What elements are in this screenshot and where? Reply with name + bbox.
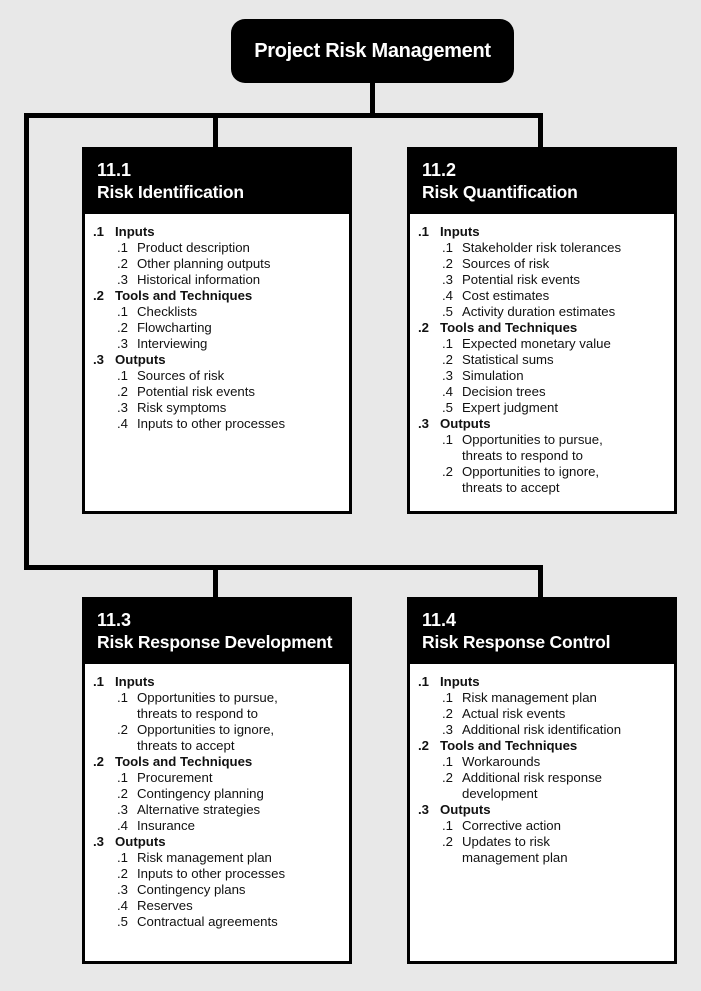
list-item bbox=[410, 384, 674, 400]
item-text: Product description bbox=[137, 240, 250, 255]
item-number: .1 bbox=[442, 690, 453, 705]
item-text: Additional risk response development bbox=[462, 770, 603, 801]
item-text: Sources of risk bbox=[462, 256, 550, 271]
item-number: .3 bbox=[442, 368, 453, 383]
section-title: Tools and Techniques bbox=[115, 288, 253, 303]
item-number: .3 bbox=[442, 272, 453, 287]
item-number: .1 bbox=[442, 818, 453, 833]
list-item bbox=[410, 818, 674, 834]
section-heading bbox=[410, 320, 674, 336]
process-card-11-1 bbox=[82, 147, 352, 514]
item-number: .3 bbox=[117, 400, 128, 415]
connector-to-11-1 bbox=[213, 113, 218, 151]
item-text: Risk management plan bbox=[462, 690, 597, 705]
list-item bbox=[410, 754, 674, 770]
item-text: Contingency planning bbox=[137, 786, 264, 801]
section-heading bbox=[85, 674, 349, 690]
process-title: Risk Identification bbox=[97, 182, 244, 202]
item-number: .2 bbox=[117, 722, 128, 737]
item-number: .1 bbox=[442, 754, 453, 769]
card-header bbox=[85, 150, 349, 214]
section-number: .3 bbox=[418, 802, 429, 817]
item-number: .1 bbox=[117, 850, 128, 865]
section-title: Outputs bbox=[115, 834, 166, 849]
item-number: .5 bbox=[117, 914, 128, 929]
item-text: Procurement bbox=[137, 770, 213, 785]
item-number: .3 bbox=[117, 272, 128, 287]
list-item bbox=[410, 400, 674, 416]
process-card-11-4 bbox=[407, 597, 677, 964]
item-text: Simulation bbox=[462, 368, 524, 383]
section-title: Inputs bbox=[115, 674, 155, 689]
root-title: Project Risk Management bbox=[254, 39, 491, 62]
section-heading bbox=[85, 352, 349, 368]
item-number: .2 bbox=[117, 384, 128, 399]
item-text: Actual risk events bbox=[462, 706, 566, 721]
item-text: Expert judgment bbox=[462, 400, 559, 415]
list-item bbox=[85, 320, 349, 336]
item-number: .2 bbox=[442, 464, 453, 479]
item-text: Stakeholder risk tolerances bbox=[462, 240, 622, 255]
section-heading bbox=[85, 834, 349, 850]
item-text: Cost estimates bbox=[462, 288, 550, 303]
item-text: Interviewing bbox=[137, 336, 208, 351]
item-text: Statistical sums bbox=[462, 352, 554, 367]
list-item bbox=[410, 706, 674, 722]
process-title: Risk Response Control bbox=[422, 632, 611, 652]
item-text: Contingency plans bbox=[137, 882, 246, 897]
item-text: Potential risk events bbox=[137, 384, 256, 399]
list-item bbox=[410, 690, 674, 706]
item-number: .3 bbox=[117, 802, 128, 817]
section-number: .2 bbox=[418, 738, 429, 753]
list-item bbox=[410, 770, 674, 802]
item-number: .1 bbox=[117, 304, 128, 319]
list-item bbox=[85, 850, 349, 866]
list-item bbox=[85, 770, 349, 786]
item-text: Inputs to other processes bbox=[137, 416, 286, 431]
section bbox=[410, 224, 674, 320]
section-title: Inputs bbox=[440, 674, 480, 689]
list-item bbox=[85, 914, 349, 930]
list-item bbox=[410, 256, 674, 272]
section-number: .3 bbox=[93, 352, 104, 367]
section-title: Outputs bbox=[440, 416, 491, 431]
section bbox=[410, 802, 674, 866]
list-item bbox=[85, 866, 349, 882]
card-header bbox=[85, 600, 349, 664]
section-heading bbox=[410, 802, 674, 818]
item-number: .5 bbox=[442, 400, 453, 415]
section bbox=[410, 674, 674, 738]
connector-root-down bbox=[370, 80, 375, 116]
item-number: .1 bbox=[442, 336, 453, 351]
section-heading bbox=[410, 416, 674, 432]
list-item bbox=[85, 400, 349, 416]
root-title-box bbox=[231, 19, 514, 83]
item-text: Additional risk identification bbox=[462, 722, 622, 737]
list-item bbox=[85, 722, 349, 754]
section bbox=[85, 754, 349, 834]
section bbox=[85, 288, 349, 352]
section-heading bbox=[410, 224, 674, 240]
section bbox=[85, 352, 349, 432]
item-text: Risk management plan bbox=[137, 850, 272, 865]
connector-top-bar bbox=[24, 113, 543, 118]
item-text: Flowcharting bbox=[137, 320, 212, 335]
list-item bbox=[85, 240, 349, 256]
card-body bbox=[410, 214, 674, 496]
connector-bottom-bar bbox=[24, 565, 543, 570]
list-item bbox=[410, 240, 674, 256]
process-title: Risk Quantification bbox=[422, 182, 578, 202]
section-number: .1 bbox=[93, 674, 104, 689]
item-text: Expected monetary value bbox=[462, 336, 611, 351]
item-text: Checklists bbox=[137, 304, 198, 319]
item-text: Alternative strategies bbox=[137, 802, 261, 817]
list-item bbox=[410, 272, 674, 288]
item-number: .2 bbox=[442, 352, 453, 367]
list-item bbox=[85, 690, 349, 722]
list-item bbox=[410, 352, 674, 368]
list-item bbox=[85, 304, 349, 320]
card-header bbox=[410, 600, 674, 664]
item-text: Potential risk events bbox=[462, 272, 581, 287]
section-heading bbox=[410, 674, 674, 690]
section-title: Inputs bbox=[115, 224, 155, 239]
process-number: 11.1 bbox=[97, 160, 132, 180]
process-number: 11.4 bbox=[422, 610, 457, 630]
section-number: .3 bbox=[418, 416, 429, 431]
item-number: .2 bbox=[117, 256, 128, 271]
list-item bbox=[410, 368, 674, 384]
item-number: .2 bbox=[442, 706, 453, 721]
item-text: Corrective action bbox=[462, 818, 561, 833]
process-number: 11.2 bbox=[422, 160, 457, 180]
item-text: Insurance bbox=[137, 818, 195, 833]
item-number: .2 bbox=[442, 770, 453, 785]
item-number: .3 bbox=[117, 336, 128, 351]
section-number: .2 bbox=[93, 288, 104, 303]
list-item bbox=[410, 288, 674, 304]
item-text: Opportunities to pursue, threats to respond to bbox=[462, 432, 603, 463]
list-item bbox=[410, 304, 674, 320]
item-number: .1 bbox=[117, 690, 128, 705]
list-item bbox=[410, 722, 674, 738]
section-number: .2 bbox=[418, 320, 429, 335]
list-item bbox=[85, 802, 349, 818]
item-text: Opportunities to ignore, threats to accept bbox=[137, 722, 275, 753]
section-heading bbox=[410, 738, 674, 754]
item-text: Activity duration estimates bbox=[462, 304, 616, 319]
section-title: Tools and Techniques bbox=[115, 754, 253, 769]
item-number: .3 bbox=[442, 722, 453, 737]
item-number: .4 bbox=[117, 898, 128, 913]
section bbox=[85, 224, 349, 288]
list-item bbox=[85, 384, 349, 400]
section-title: Tools and Techniques bbox=[440, 738, 578, 753]
item-text: Historical information bbox=[137, 272, 261, 287]
list-item bbox=[85, 786, 349, 802]
list-item bbox=[85, 368, 349, 384]
item-number: .5 bbox=[442, 304, 453, 319]
process-number: 11.3 bbox=[97, 610, 132, 630]
card-body bbox=[85, 664, 349, 930]
item-number: .2 bbox=[117, 320, 128, 335]
item-number: .4 bbox=[117, 818, 128, 833]
item-text: Contractual agreements bbox=[137, 914, 278, 929]
item-number: .4 bbox=[117, 416, 128, 431]
card-body bbox=[85, 214, 349, 432]
item-number: .4 bbox=[442, 384, 453, 399]
item-number: .2 bbox=[442, 256, 453, 271]
item-number: .1 bbox=[442, 240, 453, 255]
list-item bbox=[410, 336, 674, 352]
list-item bbox=[85, 898, 349, 914]
item-text: Other planning outputs bbox=[137, 256, 271, 271]
item-number: .2 bbox=[117, 866, 128, 881]
section-number: .3 bbox=[93, 834, 104, 849]
item-text: Opportunities to ignore, threats to accept bbox=[462, 464, 600, 495]
list-item bbox=[410, 834, 674, 866]
section bbox=[410, 416, 674, 496]
connector-to-11-2 bbox=[538, 113, 543, 151]
section bbox=[85, 834, 349, 930]
item-number: .3 bbox=[117, 882, 128, 897]
item-number: .1 bbox=[117, 770, 128, 785]
section-title: Outputs bbox=[440, 802, 491, 817]
connector-left-spine bbox=[24, 113, 29, 570]
section bbox=[410, 738, 674, 802]
item-text: Risk symptoms bbox=[137, 400, 227, 415]
card-header bbox=[410, 150, 674, 214]
item-text: Opportunities to pursue, threats to respond to bbox=[137, 690, 278, 721]
process-title: Risk Response Development bbox=[97, 632, 333, 652]
item-text: Decision trees bbox=[462, 384, 546, 399]
section-heading bbox=[85, 288, 349, 304]
section-number: .1 bbox=[93, 224, 104, 239]
list-item bbox=[85, 882, 349, 898]
item-text: Sources of risk bbox=[137, 368, 225, 383]
item-text: Workarounds bbox=[462, 754, 541, 769]
item-number: .1 bbox=[117, 240, 128, 255]
list-item bbox=[85, 818, 349, 834]
list-item bbox=[85, 336, 349, 352]
item-number: .1 bbox=[442, 432, 453, 447]
list-item bbox=[85, 272, 349, 288]
item-text: Inputs to other processes bbox=[137, 866, 286, 881]
item-number: .2 bbox=[442, 834, 453, 849]
connector-to-11-4 bbox=[538, 565, 543, 601]
connector-to-11-3 bbox=[213, 565, 218, 601]
process-card-11-2 bbox=[407, 147, 677, 514]
section-number: .2 bbox=[93, 754, 104, 769]
item-number: .1 bbox=[117, 368, 128, 383]
item-number: .2 bbox=[117, 786, 128, 801]
section-number: .1 bbox=[418, 224, 429, 239]
section-title: Tools and Techniques bbox=[440, 320, 578, 335]
item-text: Reserves bbox=[137, 898, 193, 913]
card-body bbox=[410, 664, 674, 866]
section-title: Inputs bbox=[440, 224, 480, 239]
list-item bbox=[85, 416, 349, 432]
section-title: Outputs bbox=[115, 352, 166, 367]
section bbox=[85, 674, 349, 754]
item-number: .4 bbox=[442, 288, 453, 303]
list-item bbox=[410, 464, 674, 496]
section bbox=[410, 320, 674, 416]
list-item bbox=[410, 432, 674, 464]
section-heading bbox=[85, 754, 349, 770]
list-item bbox=[85, 256, 349, 272]
section-number: .1 bbox=[418, 674, 429, 689]
process-card-11-3 bbox=[82, 597, 352, 964]
item-text: Updates to risk management plan bbox=[462, 834, 568, 865]
section-heading bbox=[85, 224, 349, 240]
